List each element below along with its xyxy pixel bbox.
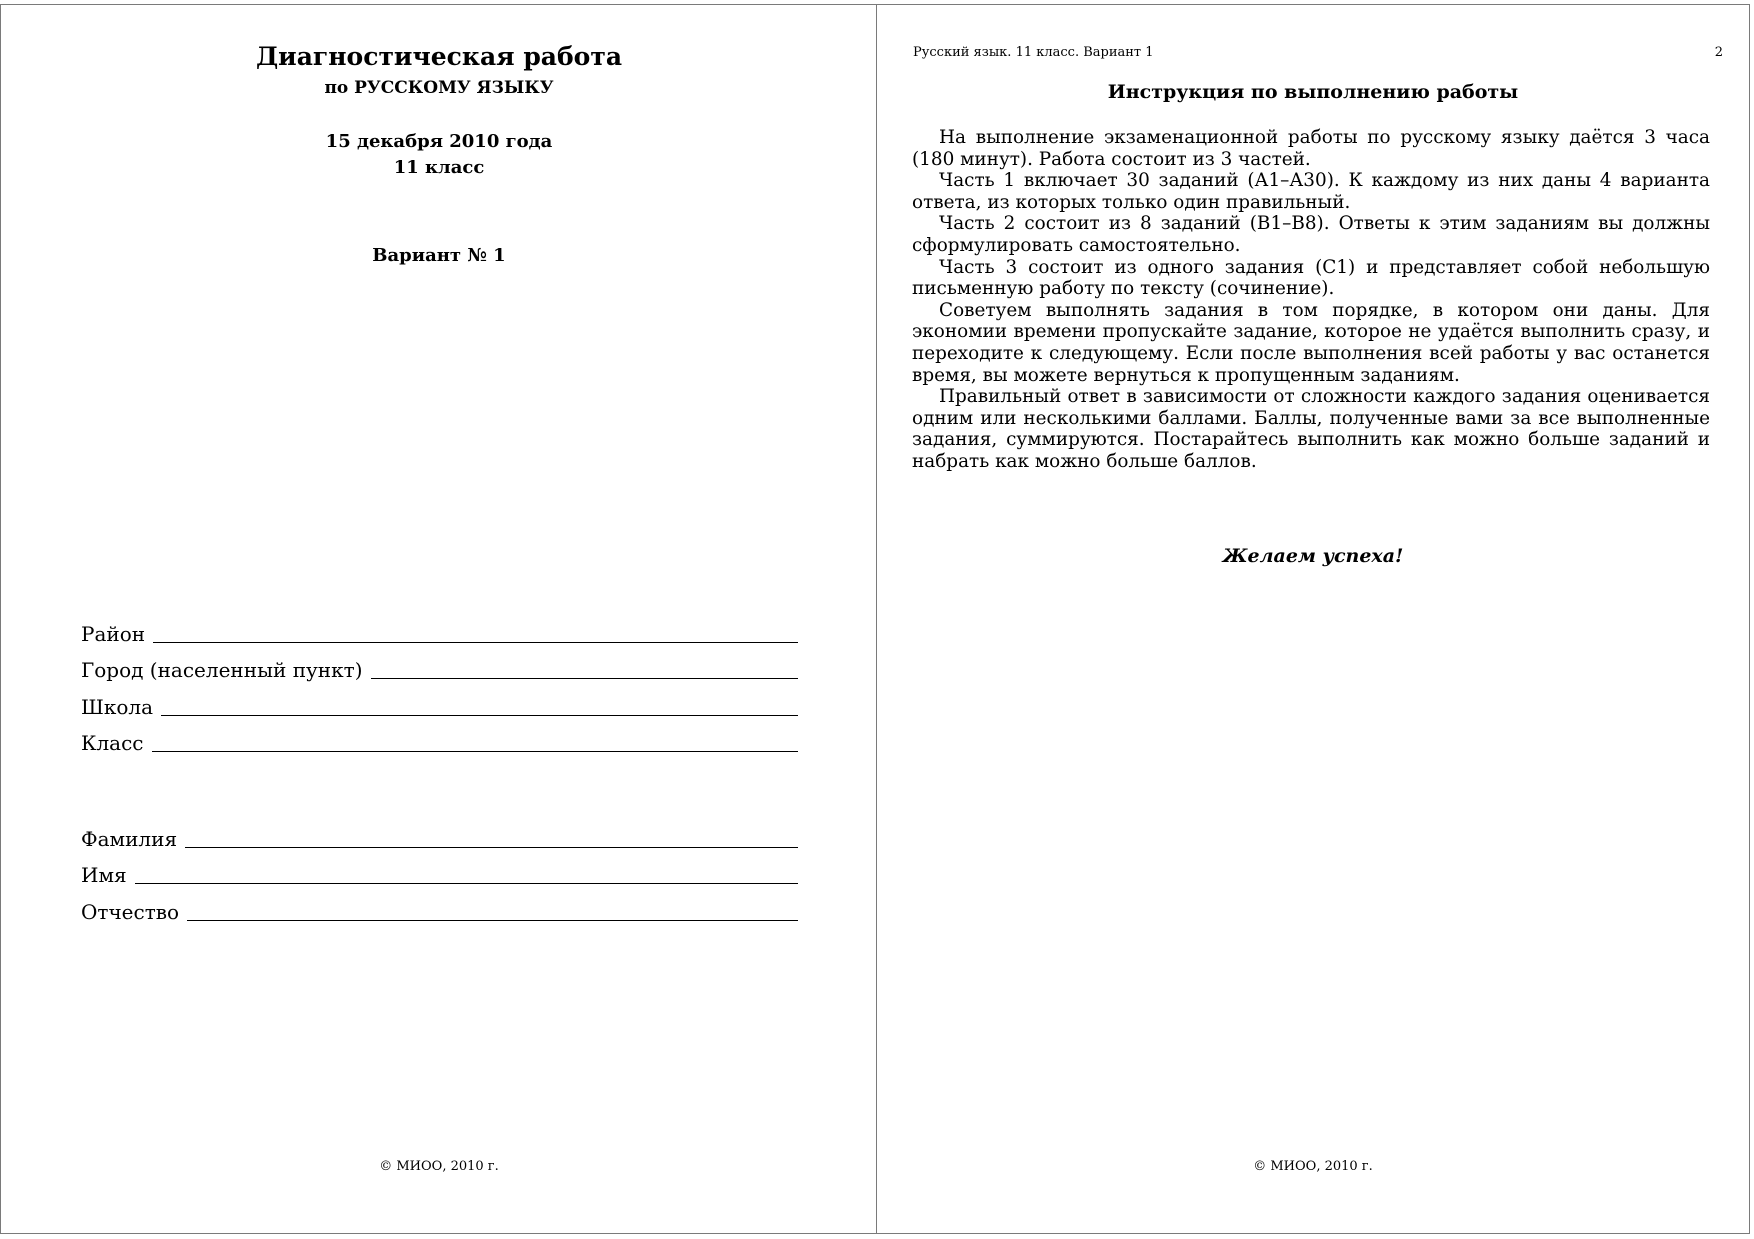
field-surname: [81, 814, 798, 851]
field-district: [81, 609, 798, 646]
instruction-paragraph: Часть 2 состоит из 8 заданий (В1–В8). Ответы к этим заданиям вы должны сформулировать самостоятельно.: [912, 213, 1710, 256]
fill-in-line: [135, 882, 798, 884]
instruction-title: Инструкция по выполнению работы: [1107, 81, 1519, 103]
field-school: [81, 682, 798, 719]
fill-in-line: [152, 750, 798, 752]
field-label: Фамилия: [81, 826, 178, 851]
fill-in-line: [371, 677, 799, 679]
fill-in-line: [187, 919, 798, 921]
field-label: Имя: [81, 863, 127, 887]
student-info-fields: [81, 814, 798, 924]
exam-date: 15 декабря 2010 года: [325, 131, 553, 152]
fill-in-line: [161, 714, 798, 716]
field-city: [81, 646, 798, 683]
school-info-fields: [81, 609, 798, 755]
copyright-right: © МИОО, 2010 г.: [1253, 1159, 1373, 1174]
instruction-paragraph: Советуем выполнять задания в том порядке, в котором они даны. Для экономии времени пропускайте задание, которое не удаётся выполнить сразу, и переходите к следующему. Если после выполнения всей работы у вас останется время, вы можете вернуться к пропущенным заданиям.: [912, 299, 1710, 386]
instruction-paragraph: Часть 3 состоит из одного задания (С1) и представляет собой небольшую письменную работу по тексту (сочинение).: [912, 256, 1710, 300]
cover-page: [0, 4, 878, 1234]
instruction-paragraph: Часть 1 включает 30 заданий (А1–А30). К каждому из них даны 4 варианта ответа, из которых только один правильный.: [912, 170, 1710, 213]
grade-label: 11 класс: [393, 157, 485, 178]
running-header: Русский язык. 11 класс. Вариант 1: [913, 45, 1154, 60]
fill-in-line: [153, 641, 798, 643]
field-class: [81, 719, 798, 756]
instruction-page: [876, 4, 1750, 1234]
field-label: Школа: [81, 694, 153, 719]
field-label: Город (населенный пункт): [81, 658, 363, 682]
instruction-paragraph: На выполнение экзаменационной работы по русскому языку даётся 3 часа (180 минут). Работа состоит из 3 частей.: [912, 127, 1710, 170]
cover-title: Диагностическая работа: [255, 42, 623, 71]
cover-subject: по РУССКОМУ ЯЗЫКУ: [324, 78, 554, 98]
instruction-paragraph: Правильный ответ в зависимости от сложности каждого задания оценивается одним или несколькими баллами. Баллы, полученные вами за все выполненные задания, суммируются. Постарайтесь выполнить как можно больше заданий и набрать как можно больше баллов.: [912, 386, 1710, 472]
field-label: Класс: [81, 731, 144, 755]
page-number: 2: [1714, 45, 1723, 60]
field-label: Отчество: [81, 899, 180, 924]
variant-label: Вариант № 1: [372, 245, 506, 266]
field-first-name: [81, 851, 798, 888]
instruction-body: [912, 127, 1710, 473]
field-label: Район: [81, 621, 146, 646]
good-luck-message: Желаем успеха!: [1222, 545, 1404, 567]
fill-in-line: [185, 846, 798, 848]
copyright-left: © МИОО, 2010 г.: [379, 1159, 499, 1174]
field-patronymic: [81, 887, 798, 924]
